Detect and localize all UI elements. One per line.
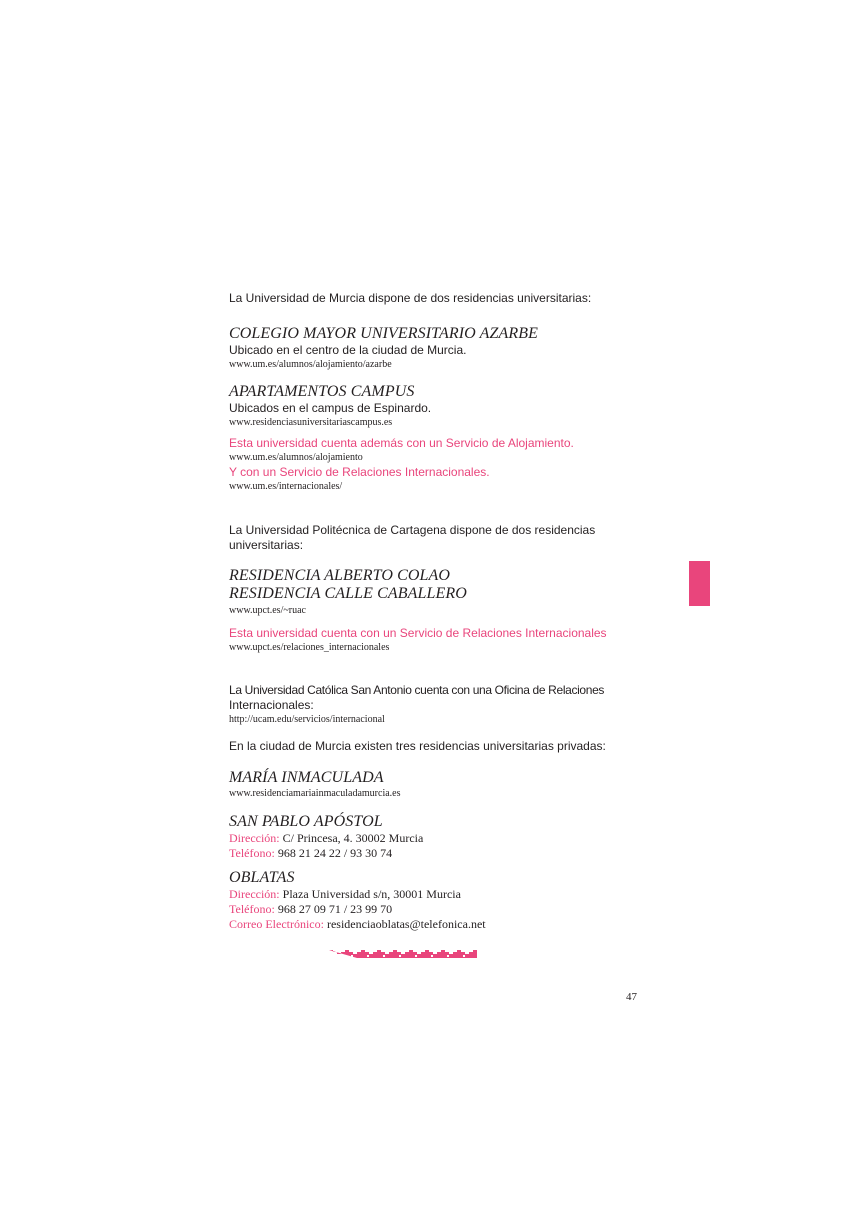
residence-url: www.um.es/alumnos/alojamiento/azarbe: [229, 359, 392, 370]
address-label: Dirección:: [229, 831, 280, 845]
international-service-url: www.upct.es/relaciones_internacionales: [229, 642, 390, 653]
international-service-url: www.um.es/internacionales/: [229, 481, 343, 492]
ucam-section: [229, 683, 629, 727]
private-section: [229, 739, 629, 754]
residence-url: www.residenciasuniversitariascampus.es: [229, 417, 393, 428]
um-intro: La Universidad de Murcia dispone de dos residencias universitarias:: [229, 291, 592, 305]
upct-intro-line1: La Universidad Politécnica de Cartagena dispone de dos residencias: [229, 523, 596, 537]
phone-value: 968 27 09 71 / 23 99 70: [277, 902, 393, 916]
residence-url: www.upct.es/~ruac: [229, 605, 306, 616]
upct-service: [229, 626, 629, 655]
ucam-url: http://ucam.edu/servicios/internacional: [229, 714, 385, 725]
email-value: residenciaoblatas@telefonica.net: [326, 917, 486, 931]
residence-oblatas: [229, 869, 629, 932]
accommodation-service-text: Esta universidad cuenta además con un Servicio de Alojamiento.: [229, 436, 574, 450]
email-label: Correo Electrónico:: [229, 917, 324, 931]
residence-title: RESIDENCIA ALBERTO COLAO: [229, 567, 451, 584]
upct-section: [229, 523, 629, 553]
residence-title: COLEGIO MAYOR UNIVERSITARIO AZARBE: [229, 325, 539, 342]
address-value: Plaza Universidad s/n, 30001 Murcia: [282, 887, 461, 901]
residence-title: MARÍA INMACULADA: [229, 769, 384, 786]
phone-value: 968 21 24 22 / 93 30 74: [277, 846, 393, 860]
residence-title: OBLATAS: [229, 869, 295, 886]
residence-maria-inmaculada: [229, 769, 629, 801]
ucam-intro-line2: Internacionales:: [229, 698, 314, 712]
phone-label: Teléfono:: [229, 902, 275, 916]
international-service-text: Esta universidad cuenta con un Servicio de Relaciones Internacionales: [229, 626, 607, 640]
residence-url: www.residenciamariainmaculadamurcia.es: [229, 788, 401, 799]
private-intro: En la ciudad de Murcia existen tres residencias universitarias privadas:: [229, 739, 606, 753]
residence-description: Ubicados en el campus de Espinardo.: [229, 401, 432, 415]
ucam-intro-line1: La Universidad Católica San Antonio cuenta con una Oficina de Relaciones: [229, 683, 605, 697]
accommodation-service-url: www.um.es/alumnos/alojamiento: [229, 452, 363, 463]
um-residence-azarbe: [229, 325, 629, 372]
international-service-text: Y con un Servicio de Relaciones Internacionales.: [229, 465, 490, 479]
residence-title: SAN PABLO APÓSTOL: [229, 813, 383, 830]
address-label: Dirección:: [229, 887, 280, 901]
residence-description: Ubicado en el centro de la ciudad de Murcia.: [229, 343, 467, 357]
zigzag-ornament-icon: [329, 946, 477, 960]
upct-residences: [229, 567, 629, 618]
phone-label: Teléfono:: [229, 846, 275, 860]
section-tab-marker: [689, 561, 710, 606]
upct-intro-line2: universitarias:: [229, 538, 304, 552]
page-number: 47: [626, 991, 637, 1003]
um-section: [229, 291, 629, 306]
um-services: [229, 436, 629, 494]
residence-san-pablo: [229, 813, 629, 861]
address-value: C/ Princesa, 4. 30002 Murcia: [282, 831, 424, 845]
um-residence-campus: [229, 383, 629, 430]
residence-title: RESIDENCIA CALLE CABALLERO: [229, 585, 467, 602]
residence-title: APARTAMENTOS CAMPUS: [229, 383, 415, 400]
